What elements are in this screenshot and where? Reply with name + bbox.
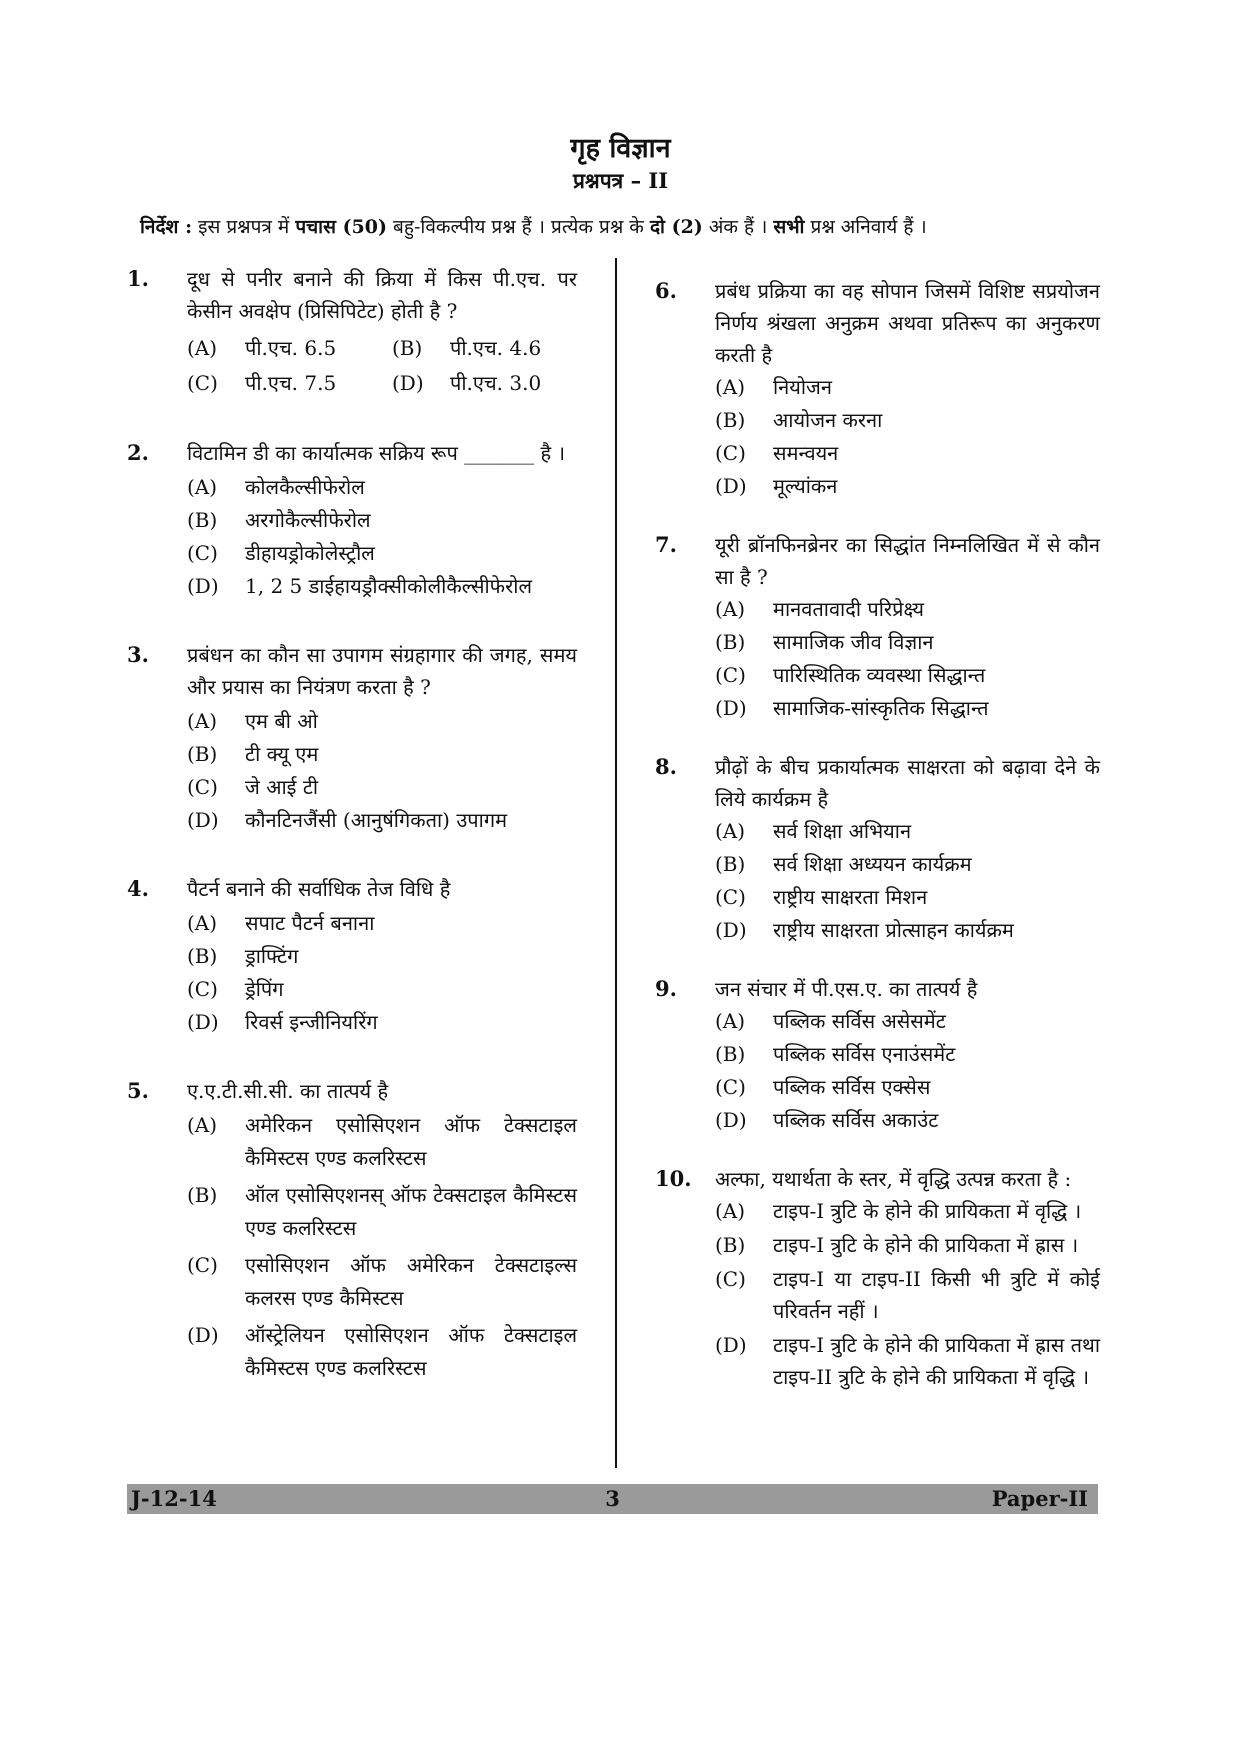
option: [715, 659, 1100, 692]
option-text: रिवर्स इन्जीनियरिंग: [245, 1010, 378, 1034]
option-label: (C): [715, 1075, 746, 1099]
option-text: ऑस्ट्रेलियन एसोसिएशन ऑफ टेक्सटाइल कैमिस्टस एण्ड कलरिस्टस: [245, 1323, 577, 1380]
option-text: पी.एच. 6.5: [245, 336, 337, 360]
options: [715, 1195, 1100, 1393]
option-label: (D): [715, 474, 747, 498]
page-footer: [127, 1484, 1098, 1514]
option-label: (C): [715, 885, 746, 909]
question-text: प्रौढ़ों के बीच प्रकार्यात्मक साक्षरता को बढ़ावा देने के लिये कार्यक्रम है: [715, 755, 1100, 811]
option-text: अरगोकैल्सीफेरोल: [245, 508, 371, 532]
option: [715, 1263, 1100, 1327]
option-label: (D): [187, 808, 219, 832]
question-7: [655, 529, 1100, 725]
option: [392, 331, 592, 366]
option-label: (C): [715, 663, 746, 687]
instructions-text: अंक हैं ।: [702, 216, 774, 238]
question-number: 5.: [127, 1078, 149, 1103]
option-label: (D): [715, 918, 747, 942]
option: [715, 1195, 1100, 1227]
option-text: पब्लिक सर्विस एक्सेस: [773, 1075, 931, 1099]
option: [715, 593, 1100, 626]
option: [187, 366, 392, 401]
question-text: अल्फा, यथार्थता के स्तर, में वृद्धि उत्पन्न करता है :: [715, 1167, 1072, 1191]
option: [187, 940, 577, 973]
option: [187, 331, 392, 366]
option: [715, 371, 1100, 404]
option: [715, 626, 1100, 659]
option-label: (B): [715, 630, 746, 654]
option-label: (A): [187, 1113, 218, 1137]
option-label: (B): [187, 1183, 218, 1207]
option-label: (A): [715, 597, 746, 621]
question-5: [127, 1075, 577, 1385]
instructions-text: प्रश्न अनिवार्य हैं ।: [804, 216, 927, 238]
option-label: (B): [715, 1233, 746, 1257]
option: [715, 1071, 1100, 1104]
option-text: ड्राफ्टिंग: [245, 944, 299, 968]
option-text: सामाजिक जीव विज्ञान: [773, 630, 934, 654]
page-title: गृह विज्ञान: [570, 133, 671, 164]
options: [715, 1005, 1100, 1137]
options: [715, 593, 1100, 725]
options: [187, 907, 577, 1039]
option-label: (A): [715, 1009, 746, 1033]
option-label: (A): [715, 1199, 746, 1223]
option-label: (A): [187, 709, 218, 733]
instructions-label: निर्देश :: [140, 216, 193, 238]
option-text: एम बी ओ: [245, 709, 318, 733]
option: [715, 1104, 1100, 1137]
option: [187, 1319, 577, 1385]
options: [187, 1109, 577, 1385]
option-label: (C): [187, 1253, 218, 1277]
question-text: प्रबंधन का कौन सा उपागम संग्रहागार की जगह, समय और प्रयास का नियंत्रण करता है ?: [187, 643, 577, 699]
option-text: कोलकैल्सीफेरोल: [245, 475, 365, 499]
instructions: [140, 213, 1120, 239]
option: [187, 570, 577, 603]
option-label: (A): [187, 475, 218, 499]
option-text: पब्लिक सर्विस असेसमेंट: [773, 1009, 946, 1033]
option-label: (B): [715, 1042, 746, 1066]
option-label: (C): [715, 441, 746, 465]
option-label: (B): [187, 508, 218, 532]
question-4: [127, 873, 577, 1039]
options: [715, 815, 1100, 947]
option-text: एसोसिएशन ऑफ अमेरिकन टेक्सटाइल्स कलरस एण्ड कैमिस्टस: [245, 1253, 577, 1310]
option: [187, 804, 577, 837]
option-label: (A): [187, 911, 218, 935]
option-label: (B): [187, 742, 218, 766]
question-number: 9.: [655, 976, 677, 1001]
option-label: (C): [187, 977, 218, 1001]
option: [715, 848, 1100, 881]
option-label: (D): [392, 371, 424, 395]
question-6: [655, 275, 1100, 503]
question-number: 10.: [655, 1166, 692, 1191]
question-text: ए.ए.टी.सी.सी. का तात्पर्य है: [187, 1079, 389, 1103]
option-text: समन्वयन: [773, 441, 839, 465]
options: [187, 331, 577, 401]
left-column: [127, 263, 577, 1385]
options: [187, 471, 577, 603]
option: [715, 470, 1100, 503]
option-label: (D): [715, 1333, 747, 1357]
option-label: (C): [187, 371, 218, 395]
option-text: कौनटिनजैंसी (आनुषंगिकता) उपागम: [245, 808, 508, 832]
question-text: पैटर्न बनाने की सर्वाधिक तेज विधि है: [187, 877, 451, 901]
option-text: पब्लिक सर्विस अकाउंट: [773, 1108, 939, 1132]
option: [187, 705, 577, 738]
option-text: सर्व शिक्षा अभियान: [773, 819, 912, 843]
option-text: सपाट पैटर्न बनाना: [245, 911, 375, 935]
question-10: [655, 1163, 1100, 1393]
option-label: (A): [715, 375, 746, 399]
option: [715, 404, 1100, 437]
question-number: 3.: [127, 642, 149, 667]
right-column: [655, 263, 1100, 1393]
question-1: [127, 263, 577, 401]
option-label: (D): [715, 1108, 747, 1132]
question-number: 6.: [655, 278, 677, 303]
question-text: दूध से पनीर बनाने की क्रिया में किस पी.एच. पर केसीन अवक्षेप (प्रिसिपिटेट) होती है ?: [187, 267, 577, 323]
option-text: राष्ट्रीय साक्षरता मिशन: [773, 885, 928, 909]
option-text: पी.एच. 3.0: [450, 371, 542, 395]
option-text: डीहायड्रोकोलेस्ट्रौल: [245, 541, 375, 565]
option-text: सर्व शिक्षा अध्ययन कार्यक्रम: [773, 852, 972, 876]
option-text: अमेरिकन एसोसिएशन ऑफ टेक्सटाइल कैमिस्टस एण्ड कलरिस्टस: [245, 1113, 577, 1170]
option-label: (A): [715, 819, 746, 843]
option-label: (D): [187, 574, 219, 598]
exam-code: J-12-14: [131, 1486, 217, 1511]
option: [187, 537, 577, 570]
paper-subtitle: प्रश्नपत्र – II: [572, 168, 669, 193]
option: [187, 907, 577, 940]
option-text: राष्ट्रीय साक्षरता प्रोत्साहन कार्यक्रम: [773, 918, 1014, 942]
option: [715, 1329, 1100, 1393]
option: [715, 815, 1100, 848]
option-text: मूल्यांकन: [773, 474, 838, 498]
options: [715, 371, 1100, 503]
option-label: (D): [187, 1323, 219, 1347]
paper-label: Paper-II: [991, 1486, 1088, 1511]
option-text: मानवतावादी परिप्रेक्ष्य: [773, 597, 924, 621]
instructions-count: पचास (50): [295, 216, 387, 238]
option-label: (C): [187, 541, 218, 565]
option: [392, 366, 592, 401]
option-text: 1, 2 5 डाईहायड्रौक्सीकोलीकैल्सीफेरोल: [245, 574, 533, 598]
option-text: टी क्यू एम: [245, 742, 319, 766]
option: [187, 1109, 577, 1175]
instructions-marks: दो (2): [649, 216, 703, 238]
option-label: (B): [392, 336, 423, 360]
page-number: 3: [605, 1486, 620, 1511]
question-number: 2.: [127, 440, 149, 465]
option-text: पी.एच. 4.6: [450, 336, 542, 360]
question-number: 4.: [127, 876, 149, 901]
option: [187, 738, 577, 771]
option-text: ऑल एसोसिएशनस् ऑफ टेक्सटाइल कैमिस्टस एण्ड कलरिस्टस: [245, 1183, 577, 1240]
option: [715, 692, 1100, 725]
option: [715, 1229, 1100, 1261]
option-text: आयोजन करना: [773, 408, 883, 432]
option: [187, 1249, 577, 1315]
instructions-all: सभी: [773, 216, 805, 238]
option: [715, 1005, 1100, 1038]
option: [715, 437, 1100, 470]
question-9: [655, 973, 1100, 1137]
option: [187, 471, 577, 504]
option-label: (A): [187, 336, 218, 360]
instructions-text: बहु-विकल्पीय प्रश्न हैं । प्रत्येक प्रश्न के: [387, 216, 650, 238]
option-text: पब्लिक सर्विस एनाउंसमेंट: [773, 1042, 956, 1066]
option: [187, 1179, 577, 1245]
option-label: (C): [715, 1267, 746, 1291]
options: [187, 705, 577, 837]
option: [187, 771, 577, 804]
column-divider: [615, 258, 617, 1468]
option-text: सामाजिक-सांस्कृतिक सिद्धान्त: [773, 696, 989, 720]
option-label: (D): [187, 1010, 219, 1034]
question-text: प्रबंध प्रक्रिया का वह सोपान जिसमें विशिष्ट सप्रयोजन निर्णय श्रंखला अनुक्रम अथवा प्रतिरूप का अनुकरण करती है: [715, 279, 1100, 367]
option: [187, 504, 577, 537]
question-number: 8.: [655, 754, 677, 779]
option: [715, 914, 1100, 947]
question-2: [127, 437, 577, 603]
option-text: टाइप-I त्रुटि के होने की प्रायिकता में ह्रास ।: [773, 1233, 1079, 1257]
question-text: विटामिन डी का कार्यात्मक सक्रिय रूप _______ है ।: [187, 441, 566, 465]
option-label: (C): [187, 775, 218, 799]
option: [187, 973, 577, 1006]
option-text: ड्रेपिंग: [245, 977, 284, 1001]
option: [715, 881, 1100, 914]
option: [715, 1038, 1100, 1071]
option-label: (B): [715, 852, 746, 876]
option-text: टाइप-I त्रुटि के होने की प्रायिकता में ह्रास तथा टाइप-II त्रुटि के होने की प्रायिकता में वृद्धि ।: [773, 1333, 1100, 1389]
question-number: 7.: [655, 532, 677, 557]
question-number: 1.: [127, 266, 149, 291]
instructions-text: इस प्रश्नपत्र में: [192, 216, 296, 238]
option-text: टाइप-I या टाइप-II किसी भी त्रुटि में कोई परिवर्तन नहीं ।: [773, 1267, 1100, 1323]
question-3: [127, 639, 577, 837]
option-text: जे आई टी: [245, 775, 319, 799]
option-text: पी.एच. 7.5: [245, 371, 337, 395]
question-text: यूरी ब्रॉनफिनब्रेनर का सिद्धांत निम्नलिखित में से कौन सा है ?: [715, 533, 1100, 589]
option-text: टाइप-I त्रुटि के होने की प्रायिकता में वृद्धि ।: [773, 1199, 1082, 1223]
option-label: (B): [187, 944, 218, 968]
question-text: जन संचार में पी.एस.ए. का तात्पर्य है: [715, 977, 978, 1001]
option-text: नियोजन: [773, 375, 832, 399]
question-8: [655, 751, 1100, 947]
option-label: (B): [715, 408, 746, 432]
option-label: (D): [715, 696, 747, 720]
option-text: पारिस्थितिक व्यवस्था सिद्धान्त: [773, 663, 986, 687]
option: [187, 1006, 577, 1039]
